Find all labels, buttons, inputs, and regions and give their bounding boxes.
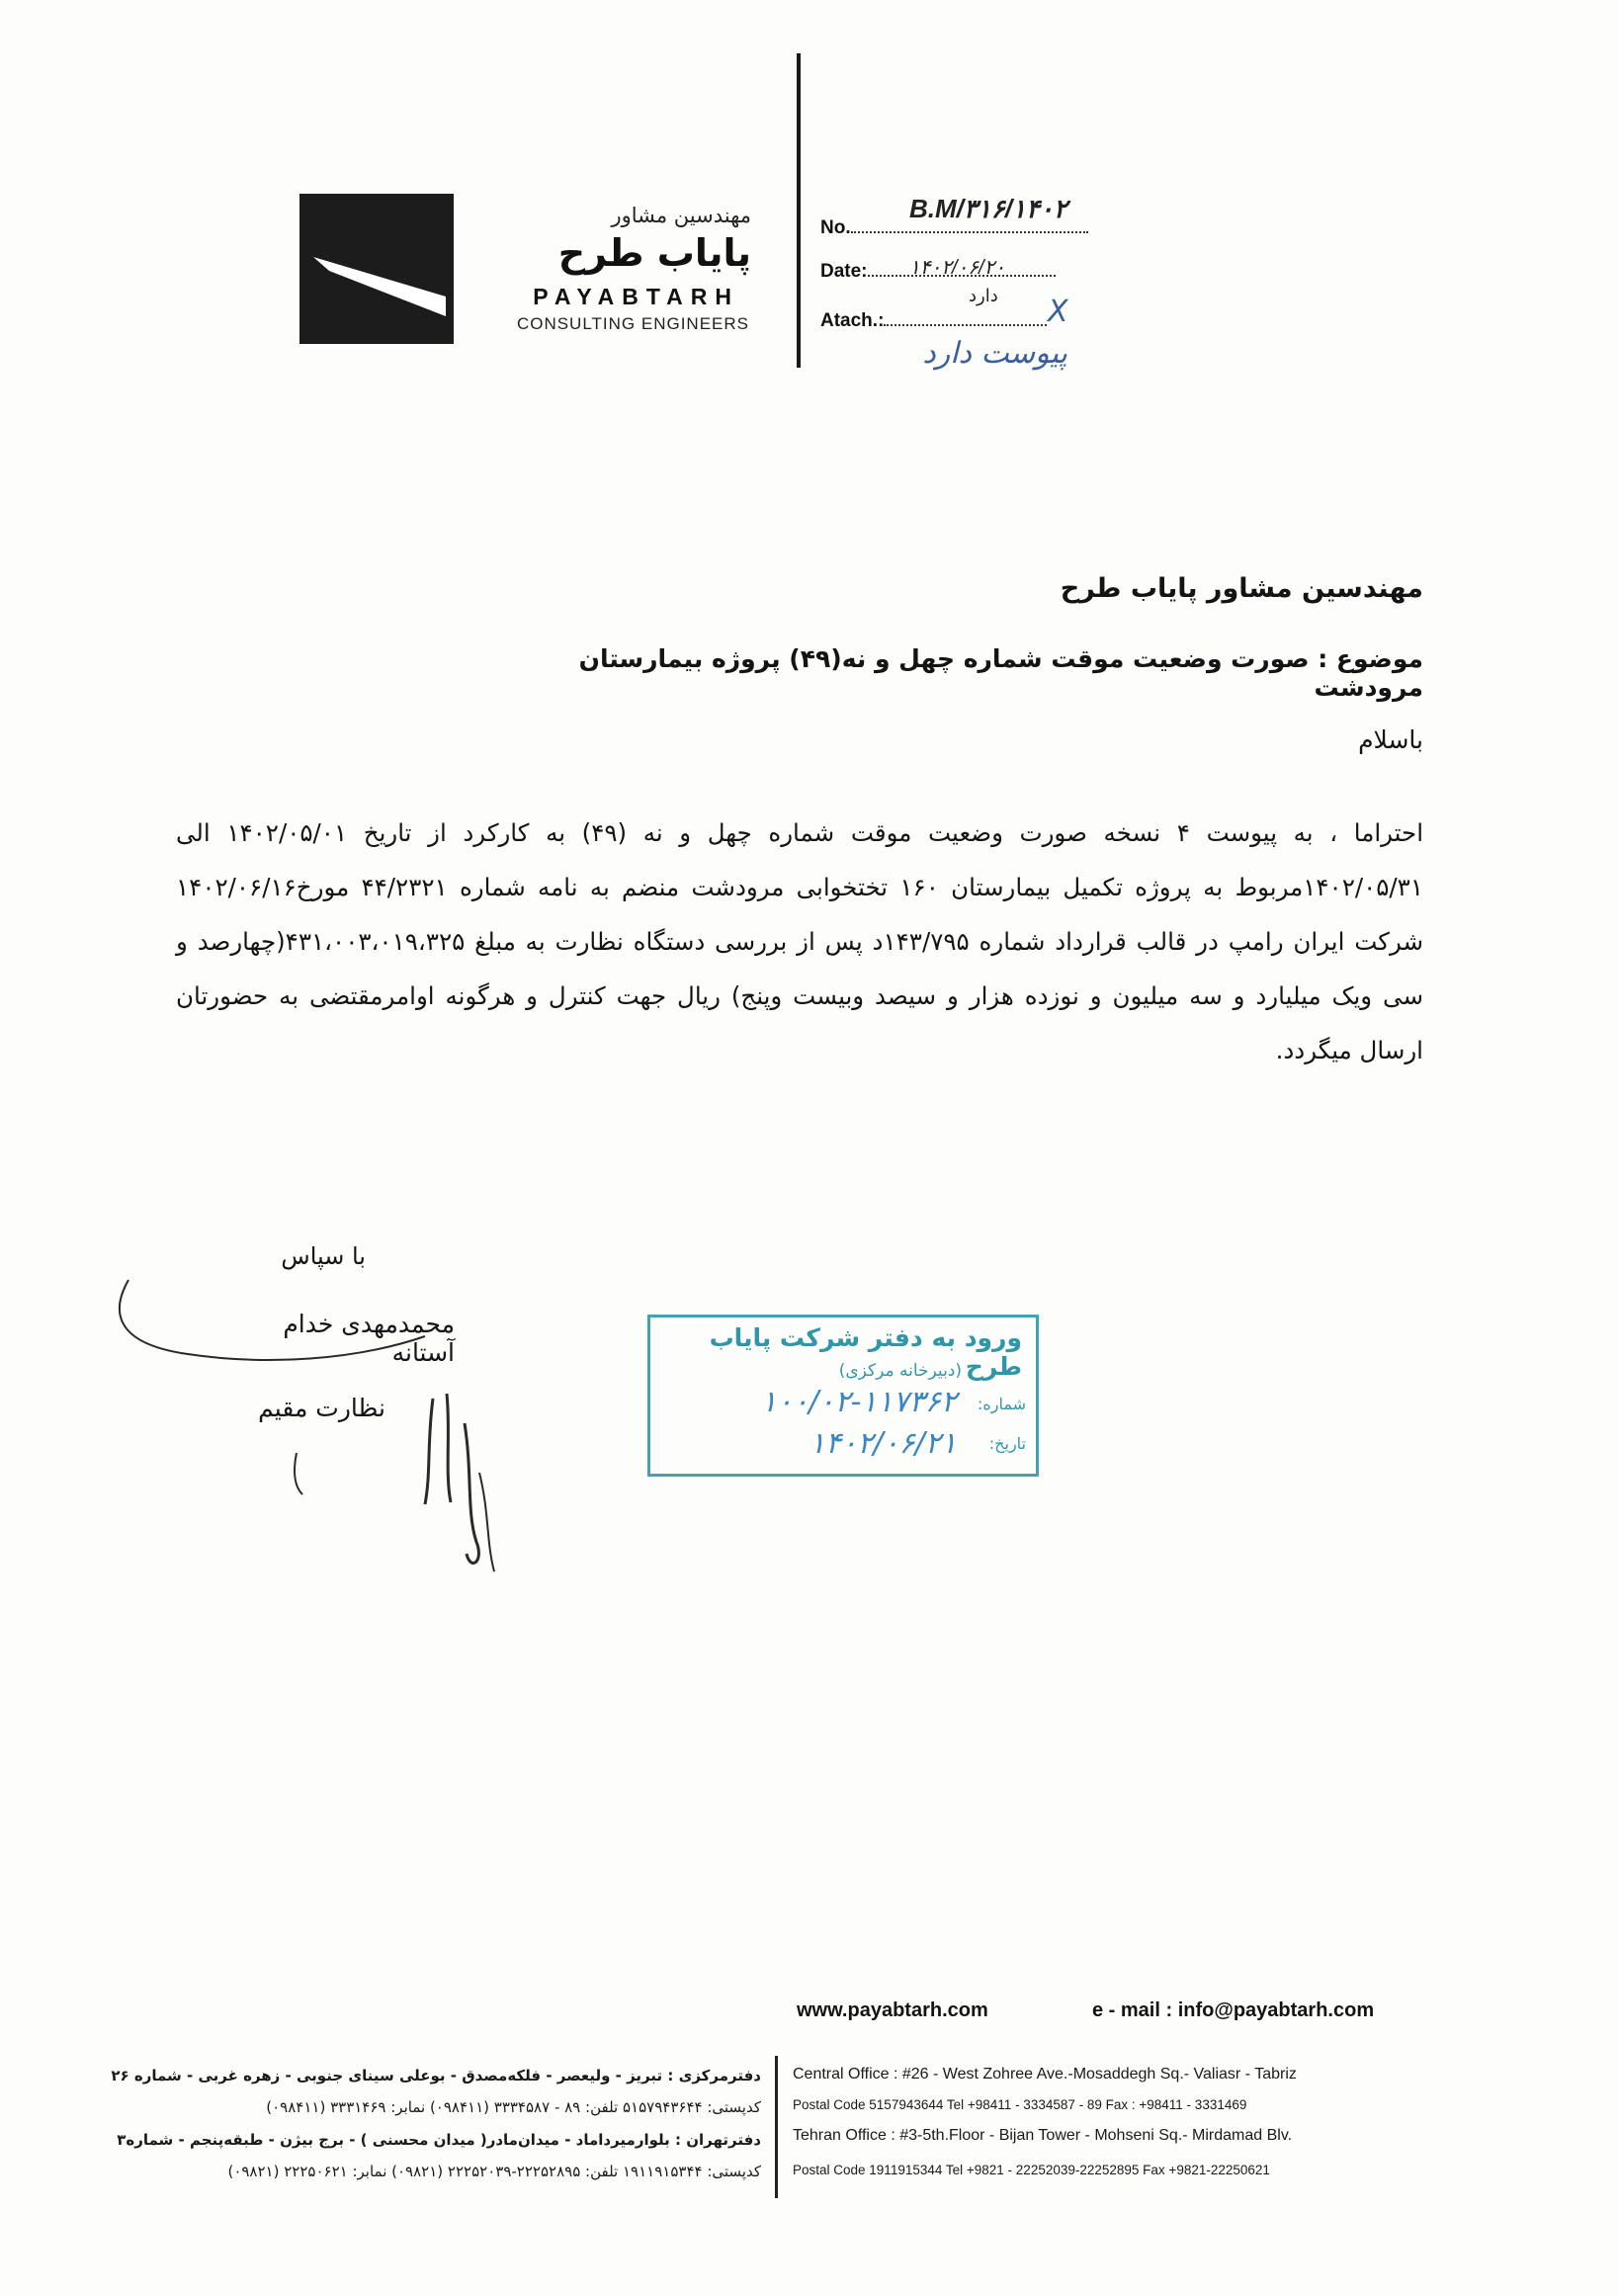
handwritten-attachment-note: پیوست دارد <box>922 336 1067 371</box>
signer-title: نظارت مقیم <box>258 1394 385 1422</box>
central-office-address-en: Central Office : #26 - West Zohree Ave.-Mosaddegh Sq.- Valiasr - Tabriz <box>793 2066 1297 2083</box>
attachment-row <box>820 306 1047 332</box>
tehran-office-address-en: Tehran Office : #3-5th.Floor - Bijan Tower - Mohseni Sq.- Mirdamad Blv. <box>793 2127 1293 2144</box>
attachment-value: دارد <box>969 286 998 306</box>
firm-name-fa: پایاب طرح <box>557 231 751 275</box>
stamp-number-label: شماره: <box>977 1395 1026 1413</box>
greeting: باسلام <box>1358 725 1423 754</box>
recipient: مهندسین مشاور پایاب طرح <box>1060 573 1423 604</box>
website-link[interactable]: www.payabtarh.com <box>797 1999 988 2021</box>
header-divider <box>797 53 801 368</box>
subject-line: موضوع : صورت وضعیت موقت شماره چهل و نه(۴۹) پروژه بیمارستان مرودشت <box>578 644 1423 702</box>
tehran-office-contact-en: Postal Code 1911915344 Tel +9821 - 22252039-22252895 Fax +9821-22250621 <box>793 2163 1270 2177</box>
footer-divider <box>775 2056 778 2198</box>
email-link[interactable]: e - mail : info@payabtarh.com <box>1092 1999 1375 2021</box>
firm-subtitle-en: CONSULTING ENGINEERS <box>516 314 749 333</box>
central-office-contact-en: Postal Code 5157943644 Tel +98411 - 3334587 - 89 Fax : +98411 - 3331469 <box>793 2097 1247 2112</box>
central-office-address-fa: دفترمرکزی : تبریز - ولیعصر - فلکه‌مصدق - بوعلی سینای جنوبی - زهره غربی - شماره ۲۶ <box>111 2067 761 2084</box>
reference-number-value: B.M/۳۱۶/۱۴۰۲ <box>909 194 1067 223</box>
date-label: Date: <box>820 261 868 282</box>
date-value: ۱۴۰۲/۰۶/۲۰ <box>909 257 1006 279</box>
attachment-label: Atach.: <box>820 310 885 331</box>
stamp-number-value: ۱۰۰/۰۲-۱۱۷۳۶۲ <box>760 1385 957 1419</box>
handwritten-check-mark: X <box>1048 295 1068 329</box>
received-stamp <box>647 1315 1039 1477</box>
body-paragraph: احتراما ، به پیوست ۴ نسخه صورت وضعیت موقت شماره چهل و نه (۴۹) به کارکرد از تاریخ ۱۴۰۲/۰۵/۰۱ الی ۱۴۰۲/۰۵/۳۱مربوط به پروژه تکمیل بیمارستان ۱۶۰ تختخوابی مرودشت منضم به نامه شماره ۴۴/۲۳۲۱ مورخ۱۴۰۲/۰۶/۱۶ شرکت ایران رامپ در قالب قرارداد شماره ۱۴۳/۷۹۵د پس از بررسی دستگاه نظارت به مبلغ ۴۳۱،۰۰۳،۰۱۹،۳۲۵(چهارصد و سی ویک میلیارد و سه میلیون و نوزده هزار و سیصد وبیست وپنج) ریال جهت کنترل و هرگونه اوامرمقتضی به حضورتان ارسال میگردد. <box>176 818 1424 1064</box>
signer-name: محمدمهدی خدام آستانه <box>283 1310 455 1367</box>
firm-descriptor-fa: مهندسین مشاور <box>611 204 751 227</box>
tehran-office-address-fa: دفترتهران : بلوارمیرداماد - میدان‌مادر( میدان محسنی ) - برج بیژن - طبقه‌پنجم - شماره۳ <box>117 2131 761 2149</box>
stamp-subtitle: (دبیرخانه مرکزی) <box>838 1361 962 1381</box>
handwritten-signature <box>99 1275 514 1601</box>
stamp-date-value: ۱۴۰۲/۰۶/۲۱ <box>809 1426 957 1461</box>
central-office-contact-fa: کدپستی: ۵۱۵۷۹۴۳۶۴۴ تلفن: ۸۹ - ۳۳۳۴۵۸۷ (۰۹۸۴۱۱) نمابر: ۳۳۳۱۴۶۹ (۰۹۸۴۱۱) <box>266 2098 761 2116</box>
reference-number-label: No. <box>820 217 851 238</box>
payabtarh-logo-icon <box>299 194 454 344</box>
stamp-date-label: تاریخ: <box>988 1434 1026 1453</box>
firm-name-en: PAYABTARH <box>533 284 739 309</box>
tehran-office-contact-fa: کدپستی: ۱۹۱۱۹۱۵۳۴۴ تلفن: ۲۲۲۵۲۸۹۵-۲۲۲۵۲۰۳۹ (۰۹۸۲۱) نمابر: ۲۲۲۵۰۶۲۱ (۰۹۸۲۱) <box>227 2163 761 2180</box>
closing: با سپاس <box>281 1242 366 1270</box>
stamp-title: ورود به دفتر شرکت پایاب طرح <box>709 1323 1022 1381</box>
